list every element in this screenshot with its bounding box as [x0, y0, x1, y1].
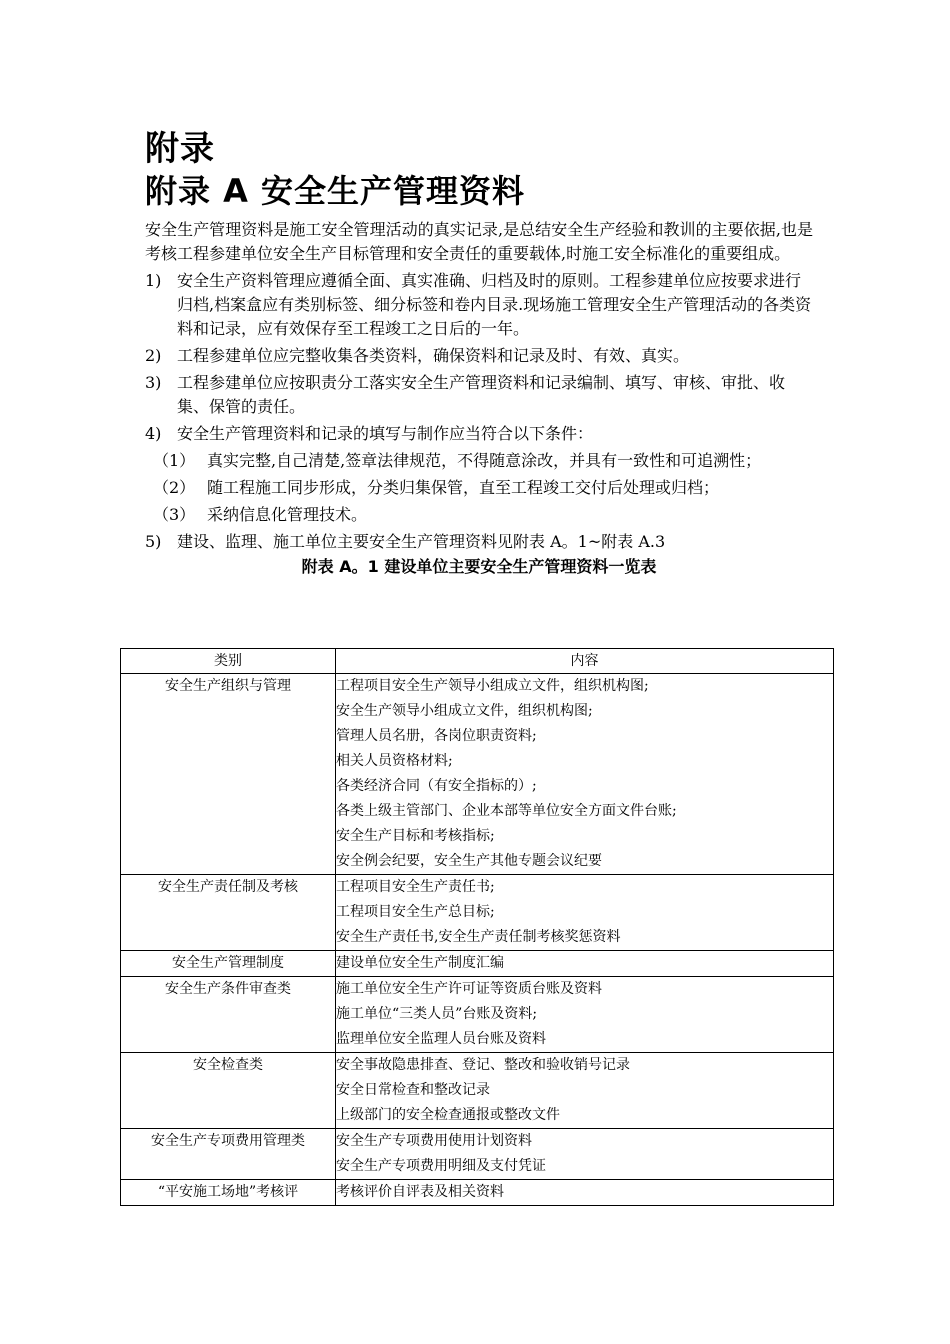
list-marker: （2）: [153, 478, 196, 497]
list-item: [145, 422, 813, 446]
table-row: [121, 674, 834, 875]
list-text: 建设、监理、施工单位主要安全生产管理资料见附表 A。1~附表 A.3: [177, 532, 666, 551]
content-line: 安全事故隐患排查、登记、整改和验收销号记录: [336, 1057, 630, 1073]
content-line: 考核评价自评表及相关资料: [336, 1184, 504, 1200]
content-line: 工程项目安全生产总目标;: [336, 904, 495, 920]
header-content: 内容: [336, 649, 834, 674]
list-text: 安全生产管理资料和记录的填写与制作应当符合以下条件：: [177, 424, 594, 443]
list-text: 随工程施工同步形成，分类归集保管，直至工程竣工交付后处理或归档；: [207, 478, 720, 497]
content-line: 施工单位安全生产许可证等资质台账及资料: [336, 981, 602, 997]
content-line: 管理人员名册，各岗位职责资料;: [336, 728, 537, 744]
appendix-a-title: 附录 A 安全生产管理资料: [145, 172, 526, 210]
content-line: 安全生产责任书,安全生产责任制考核奖惩资料: [336, 929, 621, 945]
content-line: 监理单位安全监理人员台账及资料: [336, 1031, 546, 1047]
list-text: 工程参建单位应完整收集各类资料，确保资料和记录及时、有效、真实。: [177, 346, 690, 365]
list-item: [145, 503, 813, 527]
table-cell-category: 安全检查类: [121, 1053, 336, 1129]
content-line: 上级部门的安全检查通报或整改文件: [336, 1107, 560, 1123]
table-cell-category: 安全生产条件审查类: [121, 977, 336, 1053]
content-line: 安全生产专项费用使用计划资料: [336, 1133, 532, 1149]
table-cell-category: 安全生产专项费用管理类: [121, 1129, 336, 1180]
content-line: 相关人员资格材料;: [336, 753, 453, 769]
table-row: [121, 1180, 834, 1206]
content-line: 安全生产领导小组成立文件，组织机构图;: [336, 703, 593, 719]
content-line: 工程项目安全生产领导小组成立文件，组织机构图;: [336, 678, 649, 694]
list-text: 真实完整,自己清楚,签章法律规范，不得随意涂改，并具有一致性和可追溯性；: [207, 451, 762, 470]
list-item: [145, 269, 813, 341]
content-line: 各类上级主管部门、企业本部等单位安全方面文件台账;: [336, 803, 677, 819]
table-cell-content: [336, 951, 834, 977]
list-item: [145, 371, 813, 419]
table-cell-content: [336, 1053, 834, 1129]
content-line: 各类经济合同（有安全指标的）;: [336, 778, 537, 794]
content-line: 安全生产目标和考核指标;: [336, 828, 495, 844]
content-line: 安全例会纪要，安全生产其他专题会议纪要: [336, 853, 602, 869]
table-cell-content: [336, 977, 834, 1053]
content-line: 建设单位安全生产制度汇编: [336, 955, 504, 971]
list-marker: 2): [145, 346, 162, 365]
table-cell-category: 安全生产责任制及考核: [121, 875, 336, 951]
table-header-row: [121, 649, 834, 674]
numbered-list: [145, 269, 813, 554]
page-heading: 附录: [145, 129, 215, 169]
table-cell-category: 安全生产组织与管理: [121, 674, 336, 875]
table-cell-content: [336, 674, 834, 875]
list-item: [145, 476, 813, 500]
data-table: [120, 648, 834, 1206]
table-cell-content: [336, 1129, 834, 1180]
table-cell-content: [336, 1180, 834, 1206]
table-row: [121, 1053, 834, 1129]
list-marker: 5): [145, 532, 162, 551]
content-line: 施工单位“三类人员”台账及资料;: [336, 1006, 538, 1022]
document-page: [145, 128, 813, 578]
list-text: 采纳信息化管理技术。: [207, 505, 368, 524]
table-row: [121, 951, 834, 977]
list-marker: 4): [145, 424, 162, 443]
header-category: 类别: [121, 649, 336, 674]
table-row: [121, 1129, 834, 1180]
list-marker: （1）: [153, 451, 196, 470]
table-row: [121, 977, 834, 1053]
content-line: 工程项目安全生产责任书;: [336, 879, 495, 895]
table-row: [121, 875, 834, 951]
list-text: 安全生产资料管理应遵循全面、真实准确、归档及时的原则。工程参建单位应按要求进行归档,档案盒应有类别标签、细分标签和卷内目录.现场施工管理安全生产管理活动的各类资料和记录，应有效保存至工程竣工之日后的一年。: [177, 271, 812, 338]
content-line: 安全日常检查和整改记录: [336, 1082, 490, 1098]
list-item: [145, 344, 813, 368]
table-cell-category: “平安施工场地”考核评: [121, 1180, 336, 1206]
table-title: 附表 A。1 建设单位主要安全生产管理资料一览表: [301, 557, 657, 576]
intro-paragraph: 安全生产管理资料是施工安全管理活动的真实记录,是总结安全生产经验和教训的主要依据,也是考核工程参建单位安全生产目标管理和安全责任的重要载体,时施工安全标准化的重要组成。: [145, 220, 813, 263]
list-item: [145, 530, 813, 554]
list-item: [145, 449, 813, 473]
list-marker: 3): [145, 373, 162, 392]
list-marker: （3）: [153, 505, 196, 524]
table-cell-category: 安全生产管理制度: [121, 951, 336, 977]
table-cell-content: [336, 875, 834, 951]
list-text: 工程参建单位应按职责分工落实安全生产管理资料和记录编制、填写、审核、审批、收集、保管的责任。: [177, 373, 786, 416]
table-body: [121, 674, 834, 1206]
list-marker: 1): [145, 271, 162, 290]
content-line: 安全生产专项费用明细及支付凭证: [336, 1158, 546, 1174]
